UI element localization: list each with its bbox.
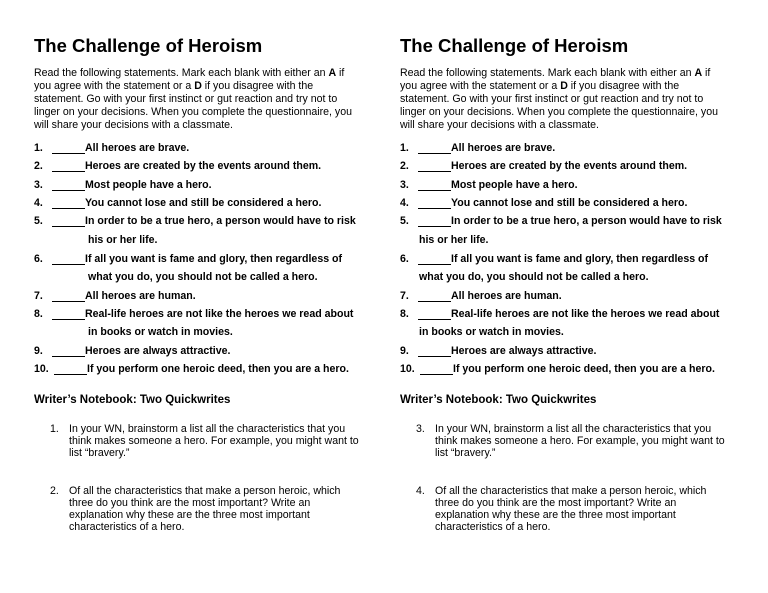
statement-text: All heroes are brave.	[85, 142, 190, 154]
answer-blank[interactable]	[418, 253, 451, 265]
statement-text: Heroes are created by the events around them.	[85, 160, 322, 172]
answer-blank[interactable]	[54, 363, 87, 375]
statement-continuation: his or her life.	[419, 234, 489, 246]
statement-text: If all you want is fame and glory, then regardless of	[451, 253, 709, 265]
statement-number: 5.	[34, 215, 43, 227]
instruction-keyword: D	[194, 80, 202, 92]
statement-number: 7.	[400, 290, 409, 302]
statement-number: 4.	[34, 197, 43, 209]
prompt-number: 2.	[50, 485, 59, 497]
quickwrite-prompt	[416, 423, 730, 459]
answer-blank[interactable]	[52, 345, 85, 357]
prompt-text: In your WN, brainstorm a list all the characteristics that you think makes someone a hero. For example, you might want to list “bravery.”	[69, 423, 359, 459]
answer-blank[interactable]	[52, 160, 85, 172]
statement-number: 5.	[400, 215, 409, 227]
statement-continuation: in books or watch in movies.	[419, 326, 564, 338]
statement-text: Heroes are always attractive.	[451, 345, 597, 357]
answer-blank[interactable]	[52, 215, 85, 227]
statement-number: 3.	[400, 179, 409, 191]
instruction-keyword: A	[328, 67, 337, 79]
statement-text: Heroes are always attractive.	[85, 345, 231, 357]
answer-blank[interactable]	[418, 142, 451, 154]
prompt-text: Of all the characteristics that make a person heroic, which three do you think are the most important? Write an explanation why these are the three most important characteristics of a hero.	[435, 485, 707, 533]
answer-blank[interactable]	[52, 142, 85, 154]
statement-text: You cannot lose and still be considered a hero.	[85, 197, 322, 209]
statement-text: In order to be a true hero, a person would have to risk	[85, 215, 356, 227]
answer-blank[interactable]	[52, 197, 85, 209]
statement-continuation: what you do, you should not be called a hero.	[419, 271, 649, 283]
prompt-number: 4.	[416, 485, 425, 497]
instructions	[34, 67, 364, 132]
statement-continuation: in books or watch in movies.	[88, 326, 233, 338]
instruction-text: if you disagree with the statement. Go with your first instinct or gut reaction and try not to linger on your decisions. When you complete the questionnaire, you will share your decisions with a classmate.	[34, 80, 352, 131]
instruction-keyword: D	[560, 80, 568, 92]
statement-number: 1.	[400, 142, 409, 154]
prompt-text: In your WN, brainstorm a list all the characteristics that you think makes someone a hero. For example, you might want to list “bravery.”	[435, 423, 725, 459]
statement-number: 2.	[34, 160, 43, 172]
section-heading: Writer’s Notebook: Two Quickwrites	[400, 394, 597, 406]
answer-blank[interactable]	[418, 290, 451, 302]
answer-blank[interactable]	[418, 197, 451, 209]
instruction-text: if you disagree with the statement. Go with your first instinct or gut reaction and try not to linger on your decisions. When you complete the questionnaire, you will share your decisions with a classmate.	[400, 80, 718, 131]
statement-text: Most people have a hero.	[85, 179, 212, 191]
page-title: The Challenge of Heroism	[34, 35, 263, 56]
instructions	[400, 67, 730, 132]
answer-blank[interactable]	[418, 345, 451, 357]
statement-continuation: what you do, you should not be called a hero.	[88, 271, 318, 283]
answer-blank[interactable]	[52, 290, 85, 302]
statement-text: If you perform one heroic deed, then you are a hero.	[453, 363, 715, 375]
section-heading: Writer’s Notebook: Two Quickwrites	[34, 394, 231, 406]
answer-blank[interactable]	[52, 179, 85, 191]
statement-number: 8.	[34, 308, 43, 320]
statement-number: 10.	[400, 363, 415, 375]
answer-blank[interactable]	[418, 308, 451, 320]
prompt-number: 3.	[416, 423, 425, 435]
quickwrite-prompt	[416, 485, 730, 533]
statement-text: All heroes are human.	[451, 290, 562, 302]
statement-text: Real-life heroes are not like the heroes we read about	[85, 308, 354, 320]
statement-number: 6.	[34, 253, 43, 265]
page-title: The Challenge of Heroism	[400, 35, 629, 56]
instruction-text: Read the following statements. Mark each blank with either an	[400, 67, 695, 79]
instruction-text: if you agree with the statement or a	[34, 67, 345, 92]
prompt-text: Of all the characteristics that make a person heroic, which three do you think are the most important? Write an explanation why these are the three most important characteristics of a hero.	[69, 485, 341, 533]
answer-blank[interactable]	[52, 253, 85, 265]
statement-number: 3.	[34, 179, 43, 191]
statement-number: 6.	[400, 253, 409, 265]
statement-number: 9.	[400, 345, 409, 357]
statement-text: Real-life heroes are not like the heroes we read about	[451, 308, 720, 320]
answer-blank[interactable]	[52, 308, 85, 320]
prompt-number: 1.	[50, 423, 59, 435]
answer-blank[interactable]	[418, 215, 451, 227]
instruction-keyword: A	[694, 67, 703, 79]
statement-number: 2.	[400, 160, 409, 172]
statement-text: Heroes are created by the events around them.	[451, 160, 688, 172]
statement-number: 10.	[34, 363, 49, 375]
statement-number: 9.	[34, 345, 43, 357]
statement-number: 1.	[34, 142, 43, 154]
instruction-text: Read the following statements. Mark each blank with either an	[34, 67, 329, 79]
statement-text: All heroes are brave.	[451, 142, 556, 154]
quickwrite-prompt	[50, 423, 364, 459]
quickwrite-prompt	[50, 485, 364, 533]
statement-continuation: his or her life.	[88, 234, 158, 246]
statement-number: 4.	[400, 197, 409, 209]
answer-blank[interactable]	[420, 363, 453, 375]
statement-text: You cannot lose and still be considered a hero.	[451, 197, 688, 209]
statement-text: Most people have a hero.	[451, 179, 578, 191]
statement-text: If you perform one heroic deed, then you are a hero.	[87, 363, 349, 375]
statement-text: In order to be a true hero, a person would have to risk	[451, 215, 722, 227]
statement-text: If all you want is fame and glory, then regardless of	[85, 253, 343, 265]
statement-number: 7.	[34, 290, 43, 302]
statement-text: All heroes are human.	[85, 290, 196, 302]
statement-number: 8.	[400, 308, 409, 320]
instruction-text: if you agree with the statement or a	[400, 67, 711, 92]
answer-blank[interactable]	[418, 160, 451, 172]
answer-blank[interactable]	[418, 179, 451, 191]
